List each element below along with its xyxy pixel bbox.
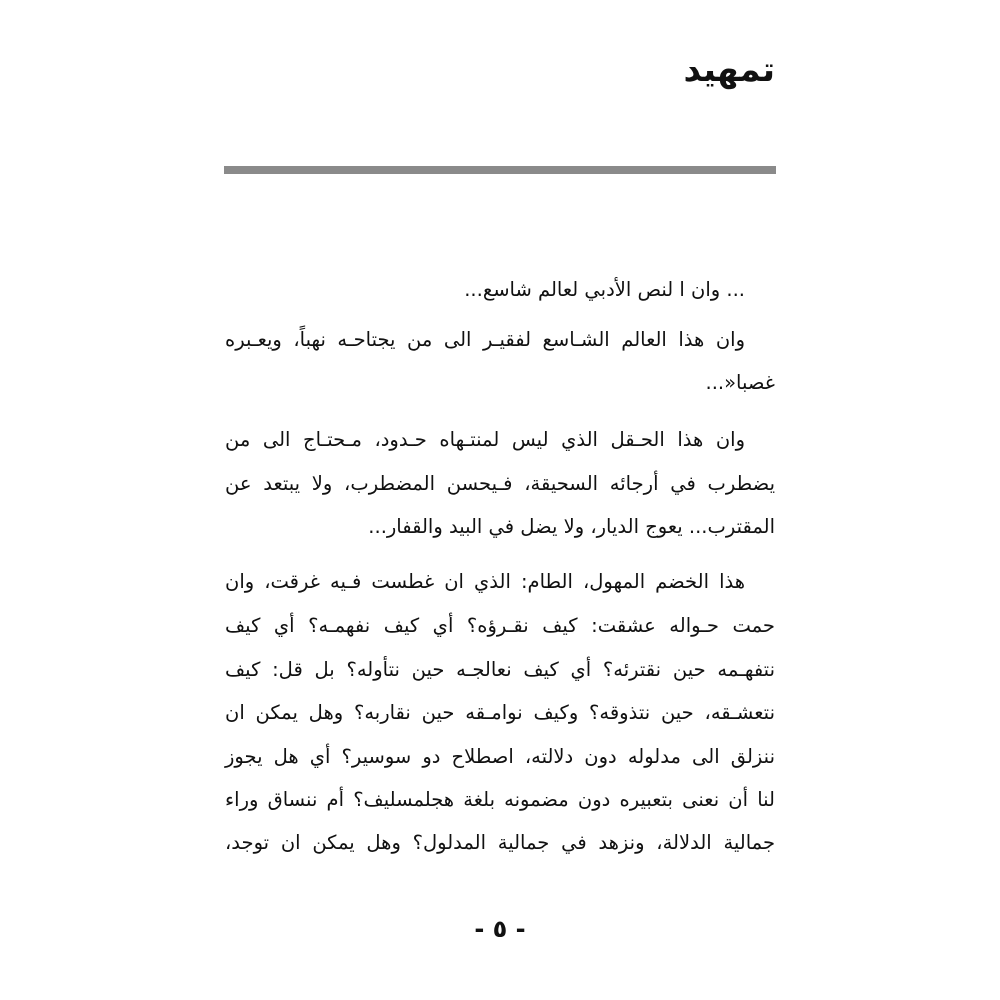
page-title: تمهيد (683, 50, 775, 90)
text-line: حمت حـواله عشقت: كيف نقـرؤه؟ أي كيف نفهمـه؟ أي كيف (225, 614, 775, 637)
text-line: وان هذا الحـقل الذي ليس لمنتـهاه حـدود، مـحتـاج الى من (225, 428, 745, 451)
text-line: ننزلق الى مدلوله دون دلالته، اصطلاح دو سوسير؟ أي هل يجوز (225, 745, 775, 768)
page-number: - ٥ - (474, 915, 526, 943)
text-line: لنا أن نعنى بتعبيره دون مضمونه بلغة هجلمسليف؟ أم ننساق وراء (225, 788, 775, 811)
text-line: نتعشـقه، حين نتذوقه؟ وكيف نوامـقه حين نقاربه؟ وهل يمكن ان (225, 701, 775, 724)
text-line: غصبا«... (705, 371, 775, 394)
text-line: نتفهـمه حين نقترئه؟ أي كيف نعالجـه حين نتأوله؟ بل قل: كيف (225, 658, 775, 681)
text-line: وان هذا العالم الشـاسع لفقيـر الى من يجتاحـه نهباً، ويعـبره (225, 328, 745, 351)
text-line: ... وان ا لنص الأدبي لعالم شاسع... (464, 278, 745, 301)
text-line: يضطرب في أرجائه السحيقة، فـيحسن المضطرب، ولا يبتعد عن (225, 472, 775, 495)
text-line: هذا الخضم المهول، الطام: الذي ان غطست فـيه غرقت، وان (225, 570, 745, 593)
text-line: جمالية الدلالة، ونزهد في جمالية المدلول؟ وهل يمكن ان توجد، (225, 831, 775, 854)
text-line: المقترب... يعوج الديار، ولا يضل في البيد والقفار... (368, 515, 775, 538)
title-divider (224, 166, 776, 174)
